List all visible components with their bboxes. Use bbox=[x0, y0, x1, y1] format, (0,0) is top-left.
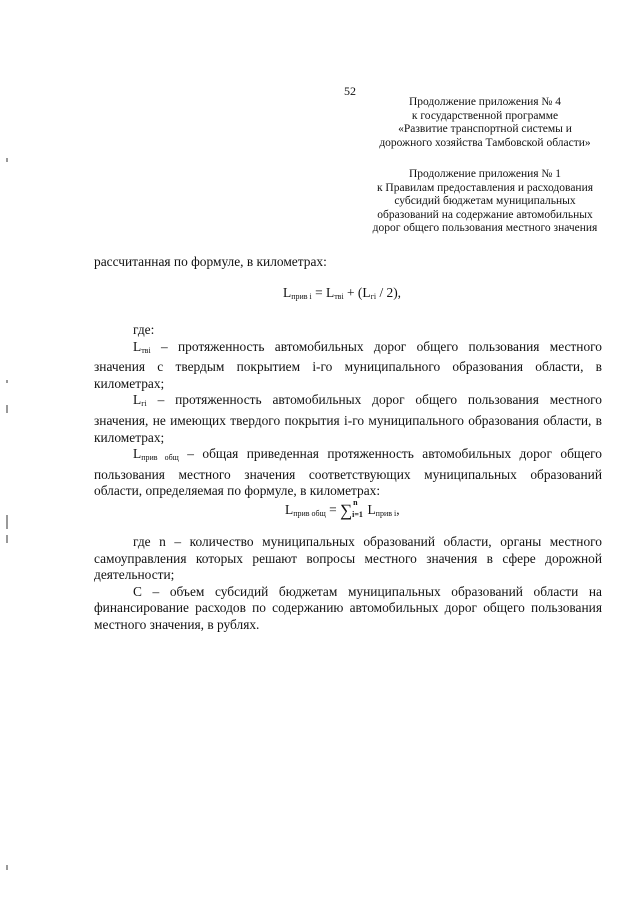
symbol: $L_{прив общ}$ bbox=[133, 446, 179, 463]
scan-margin-mark bbox=[6, 865, 8, 870]
scan-margin-mark bbox=[6, 380, 8, 383]
definition-n-count: где n – количество муниципальных образований области, органы местного самоуправления которых решают вопросы местного значения в сфере дорожной деятельности; bbox=[94, 534, 602, 583]
header-line: дорог общего пользования местного значения bbox=[372, 222, 598, 235]
sum-sigma: ∑ bbox=[340, 501, 353, 520]
header-line: субсидий бюджетам муниципальных bbox=[394, 195, 576, 208]
definition-total-reduced-length: $L_{прив общ}$ – общая приведенная протяженность автомобильных дорог общего пользования местного значения соответствующих муниципальных образований области, определяемая по формуле, в километрах: bbox=[94, 446, 602, 499]
intro-paragraph bbox=[94, 254, 602, 271]
appendix-header-rules bbox=[350, 168, 620, 236]
where-label: где: bbox=[133, 322, 155, 337]
appendix-header-program bbox=[350, 96, 620, 150]
header-line: дорожного хозяйства Тамбовской области» bbox=[379, 136, 591, 149]
scan-margin-mark bbox=[6, 158, 8, 162]
intro-text: рассчитанная по формуле, в километрах: bbox=[94, 254, 327, 269]
symbol: $L_{твi}$ bbox=[133, 338, 151, 355]
symbol: $L_{гi}$ bbox=[133, 392, 147, 409]
header-line: к Правилам предоставления и расходования bbox=[376, 181, 594, 194]
scan-margin-mark bbox=[6, 535, 8, 543]
definition-unpaved-length: $L_{гi}$ – протяженность автомобильных дорог общего пользования местного значения, не имеющих твердого покрытия i-го муниципального образования области, в километрах; bbox=[94, 392, 602, 445]
page-number: 52 bbox=[344, 84, 356, 98]
formula-total-length-sum: $L_{прив общ}$ = ∑ n i=1 $L_{прив i}$, bbox=[285, 497, 400, 520]
header-line: Продолжение приложения № 4 bbox=[408, 96, 562, 108]
header-line: образований на содержание автомобильных bbox=[377, 208, 593, 221]
header-line: «Развитие транспортной системы и bbox=[398, 123, 572, 136]
final-definitions-block bbox=[94, 534, 602, 634]
definition-c-subsidy: С – объем субсидий бюджетам муниципальных образований области на финансирование расходов по содержанию автомобильных дорог общего пользования местного значения, в рублях. bbox=[94, 583, 602, 632]
formula-reduced-length: $L_{прив i} = L_{твi} + (L_{гi} / 2)$, bbox=[283, 285, 402, 301]
definition-paved-length: $L_{твi}$ – протяженность автомобильных дорог общего пользования местного значения с твердым покрытием i-го муниципального образования области, в километрах; bbox=[94, 338, 602, 391]
header-line: к государственной программе bbox=[411, 109, 559, 122]
scan-margin-mark bbox=[6, 405, 8, 413]
scan-margin-mark bbox=[6, 515, 8, 529]
header-line: Продолжение приложения № 1 bbox=[408, 168, 562, 180]
definitions-block bbox=[94, 322, 602, 500]
sum-limits: n i=1 bbox=[352, 497, 363, 519]
